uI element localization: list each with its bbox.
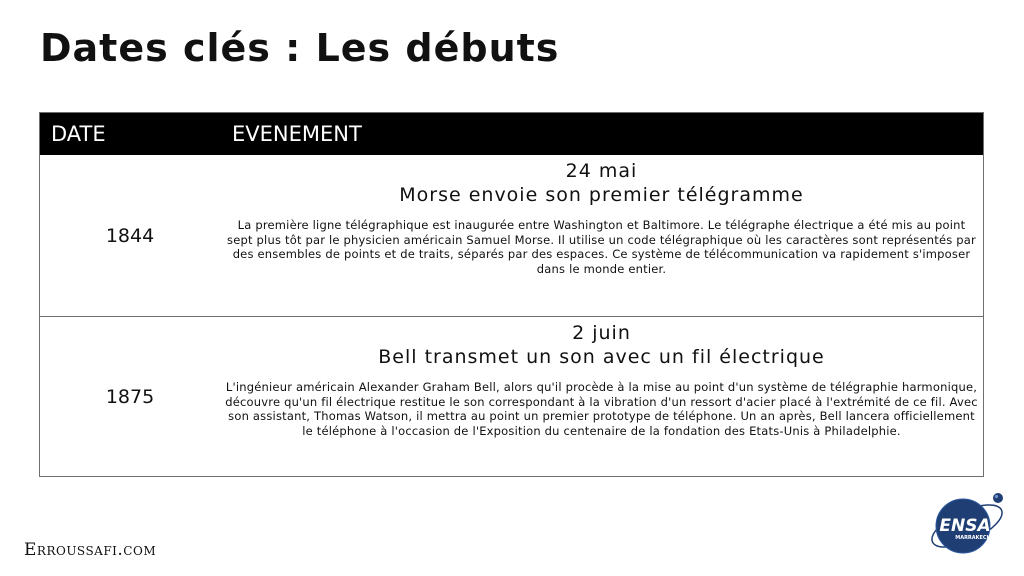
slide-title: Dates clés : Les débuts bbox=[40, 26, 560, 70]
row-year: 1875 bbox=[105, 385, 155, 408]
footer-brand: Erroussafi.com bbox=[24, 540, 157, 560]
table-row bbox=[40, 316, 983, 476]
header-date: DATE bbox=[51, 122, 106, 146]
row-event bbox=[220, 317, 983, 476]
table-header bbox=[40, 113, 983, 155]
logo-text: ENSA bbox=[939, 516, 991, 536]
row-year: 1844 bbox=[105, 224, 155, 247]
event-date: 24 mai bbox=[565, 160, 638, 182]
event-title: Morse envoie son premier télégramme bbox=[399, 184, 804, 206]
event-title: Bell transmet un son avec un fil électrique bbox=[378, 346, 825, 368]
timeline-table bbox=[39, 112, 984, 477]
row-event bbox=[220, 155, 983, 316]
event-description: L'ingénieur américain Alexander Graham Bell, alors qu'il procède à la mise au point d'un système de télégraphie harmonique, découvre qu'un fil électrique restitue le son correspondant à la vibration d'un ressort d'acier placé à l'extrémité de ce fil. Avec son assistant, Thomas Watson, il mettra au point un premier prototype de téléphone. Un an après, Bell lancera officiellement le téléphone à l'occasion de l'Exposition du centenaire de la fondation des Etats-Unis à Philadelphie. bbox=[225, 380, 978, 438]
event-description: La première ligne télégraphique est inaugurée entre Washington et Baltimore. Le télégraphe électrique a été mis au point sept plus tôt par le physicien américain Samuel Morse. Il utilise un code télégraphique où les caractères sont représentés par des ensembles de points et de traits, séparés par des espaces. Ce système de télécommunication va rapidement s'imposer dans le monde entier. bbox=[227, 218, 976, 276]
ensa-logo-icon bbox=[925, 490, 1007, 560]
logo-subtext: MARRAKECH bbox=[955, 535, 991, 541]
event-date: 2 juin bbox=[572, 322, 631, 344]
table-row bbox=[40, 155, 983, 316]
header-event: EVENEMENT bbox=[232, 122, 362, 146]
